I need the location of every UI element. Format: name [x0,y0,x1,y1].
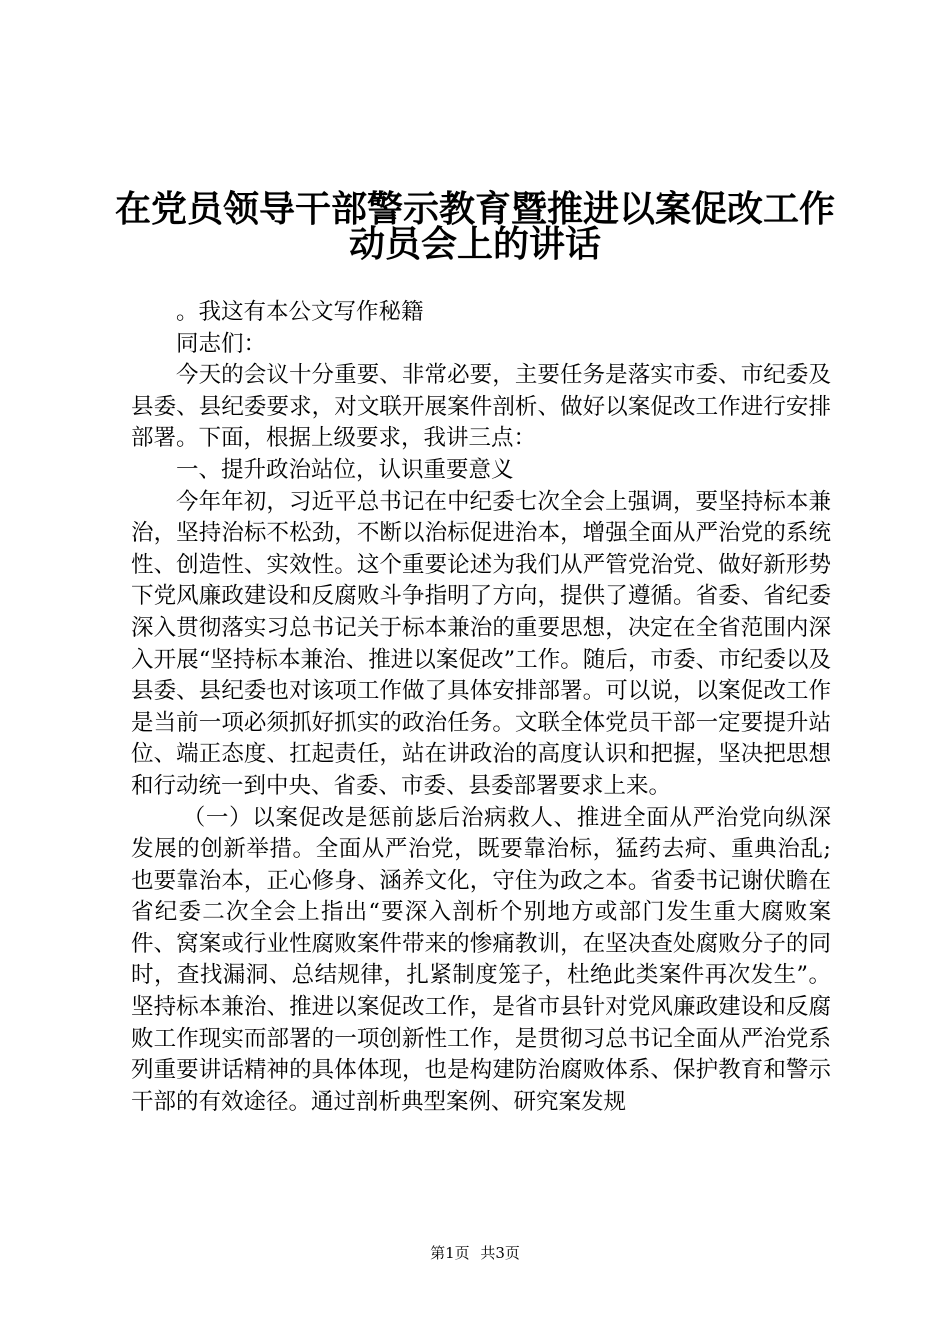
section-heading: 一、提升政治站位，认识重要意义 [176,456,514,483]
document-title-line-1: 在党员领导干部警示教育暨推进以案促改工作 [114,188,835,230]
body-paragraph: 今天的会议十分重要、非常必要，主要任务是落实市委、市纪委及县委、县纪委要求，对文联开展案件剖析、做好以案促改工作进行安排部署。下面，根据上级要求，我讲三点： [131,362,831,452]
body-paragraph: （一）以案促改是惩前毖后治病救人、推进全面从严治党向纵深发展的创新举措。全面从严治党，既要靠治标，猛药去疴、重典治乱;也要靠治本，正心修身、涵养文化，守住为政之本。省委书记谢伏瞻在省纪委二次全会上指出“要深入剖析个别地方或部门发生重大腐败案件、窝案或行业性腐败案件带来的惨痛教训，在坚决查处腐败分子的同时，查找漏洞、总结规律，扎紧制度笼子，杜绝此类案件再次发生”。坚持标本兼治、推进以案促改工作，是省市县针对党风廉政建设和反腐败工作现实而部署的一项创新性工作，是贯彻习总书记全面从严治党系列重要讲话精神的具体体现，也是构建防治腐败体系、保护教育和警示干部的有效途径。通过剖析典型案例、研究案发规 [131,804,831,1115]
footer-page-number: 第1页 [430,1244,470,1262]
body-paragraph: 今年年初，习近平总书记在中纪委七次全会上强调，要坚持标本兼治，坚持治标不松劲，不断以治标促进治本，增强全面从严治党的系统性、创造性、实效性。这个重要论述为我们从严管党治党、做好新形势下党风廉政建设和反腐败斗争指明了方向，提供了遵循。省委、省纪委深入贯彻落实习总书记关于标本兼治的重要思想，决定在全省范围内深入开展“坚持标本兼治、推进以案促改”工作。随后，市委、市纪委以及县委、县纪委也对该项工作做了具体安排部署。可以说，以案促改工作是当前一项必须抓好抓实的政治任务。文联全体党员干部一定要提升站位、端正态度、扛起责任，站在讲政治的高度认识和把握，坚决把思想和行动统一到中央、省委、市委、县委部署要求上来。 [131,488,831,799]
body-paragraph: 。我这有本公文写作秘籍 [176,299,424,325]
document-title-line-2: 动员会上的讲话 [348,223,601,265]
document-body [131,297,831,1118]
salutation-paragraph: 同志们： [176,330,267,357]
footer-total-pages: 共3页 [480,1244,520,1262]
page-footer [0,1243,950,1263]
